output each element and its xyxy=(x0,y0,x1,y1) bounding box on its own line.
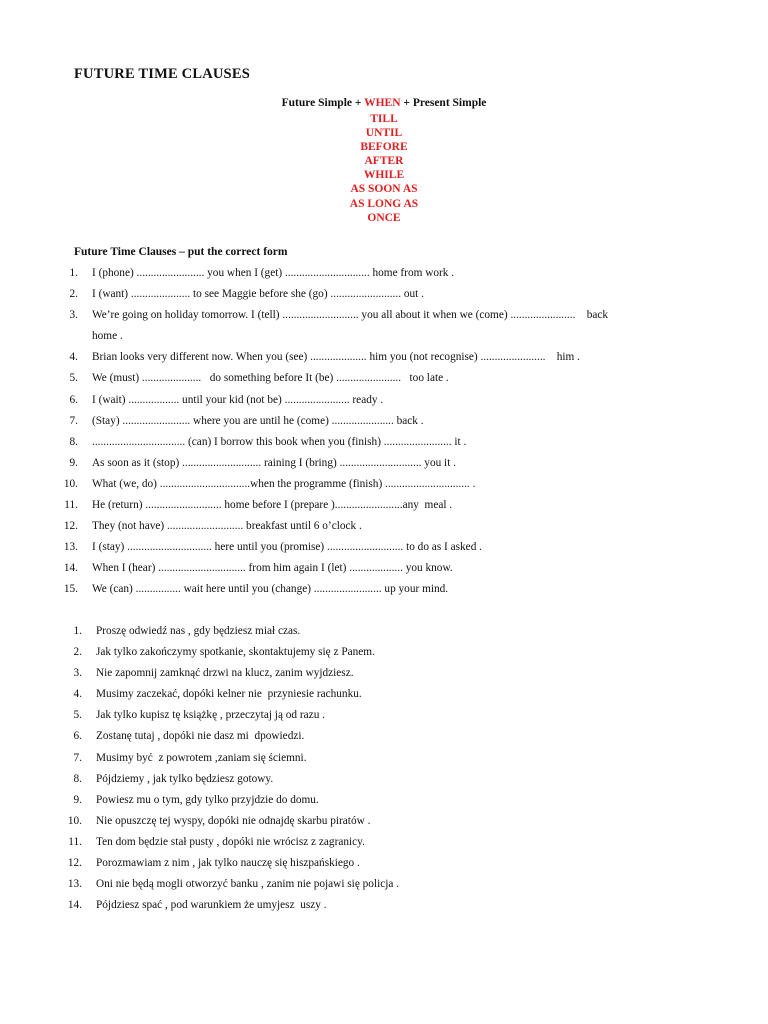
exercise-number: 4. xyxy=(73,688,82,701)
exercise-text: Pójdziesz spać , pod warunkiem że umyjesz uszy . xyxy=(96,899,327,912)
exercise-item xyxy=(0,642,399,663)
exercise-text: I (want) ..................... to see Maggie before she (go) ......................... out . xyxy=(92,288,424,301)
exercise-number: 1. xyxy=(69,267,78,279)
exercise-text: Powiesz mu o tym, gdy tylko przyjdzie do domu. xyxy=(96,793,319,806)
conjunction-item: BEFORE xyxy=(360,141,408,154)
exercise-text: ................................. (can) I borrow this book when you (finish) ........................ it . xyxy=(92,435,467,448)
exercise-number: 12. xyxy=(67,857,82,870)
exercise-item xyxy=(0,705,399,726)
exercise-text: I (stay) .............................. here until you (promise) ........................... to do as I asked . xyxy=(92,541,482,554)
formula-when: WHEN xyxy=(364,97,401,109)
exercise-item xyxy=(0,495,608,516)
exercise-item xyxy=(0,558,608,579)
exercise-number: 5. xyxy=(73,709,82,722)
exercise-text: Nie zapomnij zamknąć drzwi na klucz, zanim wyjdziesz. xyxy=(96,667,354,680)
exercise-item xyxy=(0,284,608,305)
exercise-item xyxy=(0,790,399,811)
exercise-text: I (wait) .................. until your kid (not be) ....................... ready . xyxy=(92,393,384,406)
formula-left: Future Simple + xyxy=(281,97,365,109)
exercise-number: 13. xyxy=(67,878,82,891)
exercise-number: 10. xyxy=(63,477,78,490)
exercise-list-english xyxy=(0,263,608,601)
exercise-number: 10. xyxy=(67,814,82,827)
exercise-text: (Stay) ........................ where you are until he (come) ...................... back . xyxy=(92,414,424,427)
exercise-heading: Future Time Clauses – put the correct form xyxy=(74,246,288,258)
exercise-text: We (must) ..................... do something before It (be) ....................... too late . xyxy=(92,372,449,385)
exercise-text: Musimy zaczekać, dopóki kelner nie przyniesie rachunku. xyxy=(96,688,362,701)
exercise-text: As soon as it (stop) ............................ raining I (bring) ............................. you it . xyxy=(92,456,456,469)
exercise-item xyxy=(0,748,399,769)
exercise-text: What (we, do) ................................when the programme (finish) .............................. . xyxy=(92,477,476,490)
conjunction-item: AFTER xyxy=(364,155,404,168)
exercise-item xyxy=(0,474,608,495)
exercise-item xyxy=(0,411,608,432)
exercise-item xyxy=(0,621,399,642)
exercise-item xyxy=(0,453,608,474)
exercise-text: They (not have) ........................... breakfast until 6 o’clock . xyxy=(92,520,362,533)
conjunction-item: UNTIL xyxy=(365,127,403,140)
exercise-text: Zostanę tutaj , dopóki nie dasz mi dpowiedzi. xyxy=(96,730,305,743)
exercise-number: 7. xyxy=(69,414,78,427)
conjunction-item: WHILE xyxy=(363,169,405,182)
exercise-item xyxy=(0,537,608,558)
exercise-text: Proszę odwiedź nas , gdy będziesz miał czas. xyxy=(96,625,301,637)
formula-line xyxy=(0,97,768,109)
exercise-item xyxy=(0,263,608,284)
exercise-text: Pójdziemy , jak tylko będziesz gotowy. xyxy=(96,772,274,785)
exercise-number: 11. xyxy=(68,835,82,848)
exercise-item xyxy=(0,726,399,747)
exercise-item xyxy=(0,811,399,832)
exercise-number: 3. xyxy=(69,309,78,322)
exercise-item xyxy=(0,390,608,411)
exercise-number: 6. xyxy=(73,730,82,743)
exercise-item xyxy=(0,368,608,389)
exercise-text: Brian looks very different now. When you (see) .................... him you (not recognise) ....................... him . xyxy=(92,351,580,364)
conjunction-item: ONCE xyxy=(367,211,401,224)
document-title: FUTURE TIME CLAUSES xyxy=(74,66,250,82)
exercise-text: We’re going on holiday tomorrow. I (tell) ........................... you all about it when we (come) ....................... back home . xyxy=(92,309,609,343)
exercise-text: We (can) ................ wait here until you (change) ........................ up your mind. xyxy=(92,583,449,596)
exercise-number: 7. xyxy=(73,751,82,764)
exercise-number: 14. xyxy=(63,562,78,575)
formula-right: + Present Simple xyxy=(400,97,487,109)
exercise-number: 4. xyxy=(69,351,78,364)
exercise-item xyxy=(0,579,608,600)
exercise-number: 14. xyxy=(67,899,82,912)
exercise-item xyxy=(0,305,608,347)
exercise-text: Jak tylko zakończymy spotkanie, skontaktujemy się z Panem. xyxy=(96,646,375,659)
exercise-item xyxy=(0,432,608,453)
exercise-text: Musimy być z powrotem ,zaniam się ściemni. xyxy=(96,751,307,764)
exercise-number: 2. xyxy=(73,646,82,659)
conjunction-item: TILL xyxy=(370,113,398,125)
exercise-number: 9. xyxy=(73,793,82,806)
exercise-text: Porozmawiam z nim , jak tylko nauczę się hiszpańskiego . xyxy=(96,857,360,870)
exercise-number: 3. xyxy=(73,667,82,680)
exercise-text: Oni nie będą mogli otworzyć banku , zanim nie pojawi się policja . xyxy=(96,878,400,891)
exercise-text: Ten dom będzie stał pusty , dopóki nie wrócisz z zagranicy. xyxy=(96,835,365,848)
exercise-text: He (return) ........................... home before I (prepare )........................any meal . xyxy=(92,499,453,512)
conjunction-list xyxy=(0,112,768,225)
exercise-number: 1. xyxy=(73,625,82,637)
exercise-item xyxy=(0,347,608,368)
conjunction-item: AS LONG AS xyxy=(349,197,419,210)
exercise-number: 15. xyxy=(63,583,78,596)
exercise-number: 6. xyxy=(69,393,78,406)
exercise-item xyxy=(0,874,399,895)
conjunction-item: AS SOON AS xyxy=(350,183,418,196)
exercise-item xyxy=(0,516,608,537)
exercise-number: 12. xyxy=(63,520,78,533)
exercise-number: 11. xyxy=(64,499,78,512)
exercise-text: I (phone) ........................ you when I (get) .............................. home from work . xyxy=(92,267,455,279)
exercise-item xyxy=(0,663,399,684)
exercise-item xyxy=(0,895,399,916)
exercise-text: Nie opuszczę tej wyspy, dopóki nie odnajdę skarbu piratów . xyxy=(96,814,371,827)
exercise-number: 5. xyxy=(69,372,78,385)
exercise-list-polish xyxy=(0,621,399,916)
exercise-text: Jak tylko kupisz tę książkę , przeczytaj ją od razu . xyxy=(96,709,325,722)
exercise-number: 8. xyxy=(69,435,78,448)
exercise-text: When I (hear) ............................... from him again I (let) ................... you know. xyxy=(92,562,453,575)
exercise-item xyxy=(0,684,399,705)
exercise-item xyxy=(0,832,399,853)
exercise-item xyxy=(0,769,399,790)
exercise-number: 2. xyxy=(69,288,78,301)
exercise-number: 8. xyxy=(73,772,82,785)
exercise-item xyxy=(0,853,399,874)
exercise-number: 9. xyxy=(69,456,78,469)
exercise-number: 13. xyxy=(63,541,78,554)
